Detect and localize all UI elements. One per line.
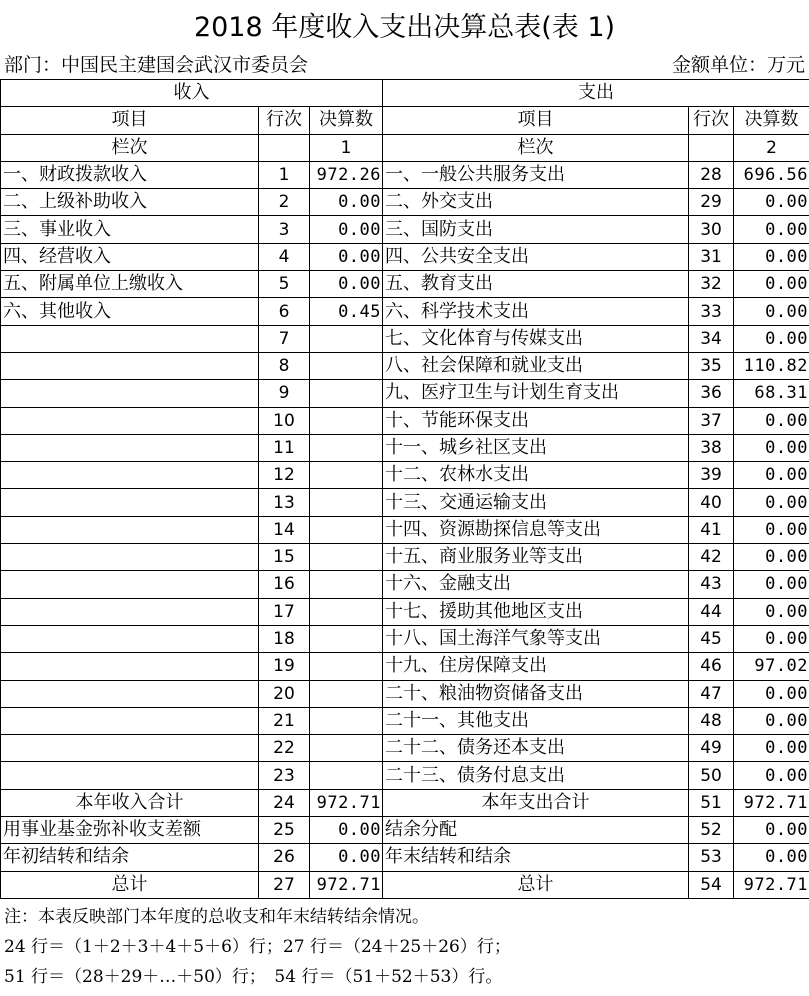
income-row-number: 8 bbox=[259, 352, 310, 379]
income-row-number: 12 bbox=[259, 462, 310, 489]
expense-row-number: 50 bbox=[689, 762, 734, 789]
expense-amount: 0.00 bbox=[734, 817, 809, 844]
income-row-number: 23 bbox=[259, 762, 310, 789]
expense-row-number: 37 bbox=[689, 407, 734, 434]
expense-amount: 0.00 bbox=[734, 598, 809, 625]
income-amount bbox=[310, 625, 383, 652]
table-row bbox=[1, 544, 809, 571]
page-title: 2018 年度收入支出决算总表(表 1) bbox=[193, 12, 616, 43]
expense-amount: 0.00 bbox=[734, 325, 809, 352]
expense-amount: 0.00 bbox=[734, 216, 809, 243]
income-item-name bbox=[1, 544, 259, 571]
expense-item-name: 十一、城乡社区支出 bbox=[383, 434, 689, 461]
expense-amount: 68.31 bbox=[734, 380, 809, 407]
expense-row-number: 48 bbox=[689, 707, 734, 734]
income-amount: 0.45 bbox=[310, 298, 383, 325]
income-item-name bbox=[1, 489, 259, 516]
table-row bbox=[1, 189, 809, 216]
expense-item-name: 八、社会保障和就业支出 bbox=[383, 352, 689, 379]
expense-amount: 0.00 bbox=[734, 434, 809, 461]
expense-row-number: 30 bbox=[689, 216, 734, 243]
income-header: 收入 bbox=[1, 80, 383, 107]
income-row-number: 1 bbox=[259, 161, 310, 188]
income-amount: 0.00 bbox=[310, 844, 383, 871]
carryover-row bbox=[1, 844, 809, 871]
empty-cell bbox=[689, 134, 734, 161]
expense-amount: 0.00 bbox=[734, 844, 809, 871]
income-row-number: 9 bbox=[259, 380, 310, 407]
table-row bbox=[1, 243, 809, 270]
notes bbox=[4, 902, 511, 992]
table-row bbox=[1, 298, 809, 325]
income-amount bbox=[310, 598, 383, 625]
income-item-name: 本年收入合计 bbox=[1, 789, 259, 816]
expense-item-header: 项目 bbox=[383, 107, 689, 134]
expense-amount: 0.00 bbox=[734, 489, 809, 516]
income-item-name: 用事业基金弥补收支差额 bbox=[1, 817, 259, 844]
expense-row-number: 43 bbox=[689, 571, 734, 598]
expense-item-name: 九、医疗卫生与计划生育支出 bbox=[383, 380, 689, 407]
table-subheader-row bbox=[1, 107, 809, 134]
expense-item-name: 二十一、其他支出 bbox=[383, 707, 689, 734]
income-item-name bbox=[1, 735, 259, 762]
table-row bbox=[1, 489, 809, 516]
expense-amount: 0.00 bbox=[734, 735, 809, 762]
expense-row-number: 44 bbox=[689, 598, 734, 625]
expense-row-number: 38 bbox=[689, 434, 734, 461]
table-row bbox=[1, 680, 809, 707]
income-row-number: 4 bbox=[259, 243, 310, 270]
expense-item-name: 十二、农林水支出 bbox=[383, 462, 689, 489]
expense-item-name: 七、文化体育与传媒支出 bbox=[383, 325, 689, 352]
expense-row-number: 32 bbox=[689, 271, 734, 298]
expense-amount: 972.71 bbox=[734, 789, 809, 816]
column-index-row bbox=[1, 134, 809, 161]
expense-item-name: 四、公共安全支出 bbox=[383, 243, 689, 270]
expense-amount: 0.00 bbox=[734, 680, 809, 707]
income-amount bbox=[310, 352, 383, 379]
income-row-number: 13 bbox=[259, 489, 310, 516]
expense-row-number: 54 bbox=[689, 871, 734, 898]
expense-row-number: 47 bbox=[689, 680, 734, 707]
income-item-name bbox=[1, 707, 259, 734]
income-amount bbox=[310, 434, 383, 461]
expense-item-name: 一、一般公共服务支出 bbox=[383, 161, 689, 188]
income-row-number: 19 bbox=[259, 653, 310, 680]
income-row-number: 6 bbox=[259, 298, 310, 325]
income-item-name bbox=[1, 325, 259, 352]
expense-row-number: 39 bbox=[689, 462, 734, 489]
expense-row-number: 53 bbox=[689, 844, 734, 871]
expense-item-name: 十六、金融支出 bbox=[383, 571, 689, 598]
income-amount bbox=[310, 735, 383, 762]
income-amount bbox=[310, 489, 383, 516]
table-row bbox=[1, 598, 809, 625]
income-item-name: 总计 bbox=[1, 871, 259, 898]
income-amount: 972.26 bbox=[310, 161, 383, 188]
income-row-number: 18 bbox=[259, 625, 310, 652]
expense-item-name: 三、国防支出 bbox=[383, 216, 689, 243]
expense-item-name: 十五、商业服务业等支出 bbox=[383, 544, 689, 571]
table-row bbox=[1, 516, 809, 543]
expense-item-name: 五、教育支出 bbox=[383, 271, 689, 298]
income-amount: 972.71 bbox=[310, 871, 383, 898]
expense-header: 支出 bbox=[383, 80, 809, 107]
expense-amount: 0.00 bbox=[734, 189, 809, 216]
expense-item-name: 十八、国土海洋气象等支出 bbox=[383, 625, 689, 652]
income-amount-header: 决算数 bbox=[310, 107, 383, 134]
table-row bbox=[1, 735, 809, 762]
table-row bbox=[1, 325, 809, 352]
expense-item-name: 二、外交支出 bbox=[383, 189, 689, 216]
income-item-name bbox=[1, 653, 259, 680]
expense-amount: 0.00 bbox=[734, 544, 809, 571]
income-amount: 0.00 bbox=[310, 271, 383, 298]
income-amount bbox=[310, 680, 383, 707]
income-row-number: 16 bbox=[259, 571, 310, 598]
income-item-name: 六、其他收入 bbox=[1, 298, 259, 325]
expense-amount: 97.02 bbox=[734, 653, 809, 680]
income-item-name bbox=[1, 380, 259, 407]
income-item-name: 年初结转和结余 bbox=[1, 844, 259, 871]
income-amount: 0.00 bbox=[310, 189, 383, 216]
income-item-name bbox=[1, 571, 259, 598]
expense-item-name: 十七、援助其他地区支出 bbox=[383, 598, 689, 625]
expense-item-name: 本年支出合计 bbox=[383, 789, 689, 816]
expense-amount: 0.00 bbox=[734, 298, 809, 325]
expense-item-name: 二十三、债务付息支出 bbox=[383, 762, 689, 789]
income-amount bbox=[310, 516, 383, 543]
income-amount: 0.00 bbox=[310, 216, 383, 243]
expense-row-number: 36 bbox=[689, 380, 734, 407]
expense-amount: 0.00 bbox=[734, 462, 809, 489]
expense-row-number: 46 bbox=[689, 653, 734, 680]
expense-row-number: 40 bbox=[689, 489, 734, 516]
income-amount: 0.00 bbox=[310, 243, 383, 270]
table-row bbox=[1, 161, 809, 188]
expense-row-number: 34 bbox=[689, 325, 734, 352]
expense-item-name: 十三、交通运输支出 bbox=[383, 489, 689, 516]
income-item-name bbox=[1, 352, 259, 379]
income-row-number: 17 bbox=[259, 598, 310, 625]
income-row-number: 3 bbox=[259, 216, 310, 243]
expense-amount: 0.00 bbox=[734, 271, 809, 298]
budget-table bbox=[0, 79, 809, 899]
expense-row-number: 45 bbox=[689, 625, 734, 652]
expense-item-name: 十四、资源勘探信息等支出 bbox=[383, 516, 689, 543]
expense-row-number: 33 bbox=[689, 298, 734, 325]
expense-item-name: 十九、住房保障支出 bbox=[383, 653, 689, 680]
table-header-row bbox=[1, 80, 809, 107]
income-column-index: 1 bbox=[310, 134, 383, 161]
income-row-number: 20 bbox=[259, 680, 310, 707]
grand-total-row bbox=[1, 871, 809, 898]
table-row bbox=[1, 571, 809, 598]
income-item-name bbox=[1, 434, 259, 461]
expense-item-name: 二十二、债务还本支出 bbox=[383, 735, 689, 762]
income-amount bbox=[310, 325, 383, 352]
income-row-number: 7 bbox=[259, 325, 310, 352]
income-row-number: 15 bbox=[259, 544, 310, 571]
income-amount bbox=[310, 653, 383, 680]
expense-item-name: 总计 bbox=[383, 871, 689, 898]
expense-row-number: 31 bbox=[689, 243, 734, 270]
table-row bbox=[1, 462, 809, 489]
expense-amount: 0.00 bbox=[734, 516, 809, 543]
income-amount: 0.00 bbox=[310, 817, 383, 844]
income-item-name bbox=[1, 625, 259, 652]
expense-amount: 0.00 bbox=[734, 407, 809, 434]
income-amount bbox=[310, 407, 383, 434]
expense-amount: 972.71 bbox=[734, 871, 809, 898]
income-item-name: 五、附属单位上缴收入 bbox=[1, 271, 259, 298]
table-row bbox=[1, 352, 809, 379]
expense-item-name: 十、节能环保支出 bbox=[383, 407, 689, 434]
expense-row-number: 29 bbox=[689, 189, 734, 216]
income-amount bbox=[310, 762, 383, 789]
income-amount bbox=[310, 707, 383, 734]
fund-row bbox=[1, 817, 809, 844]
income-item-name bbox=[1, 462, 259, 489]
expense-item-name: 结余分配 bbox=[383, 817, 689, 844]
expense-amount: 0.00 bbox=[734, 571, 809, 598]
expense-row-number: 35 bbox=[689, 352, 734, 379]
income-amount bbox=[310, 462, 383, 489]
income-row-number: 26 bbox=[259, 844, 310, 871]
empty-cell bbox=[259, 134, 310, 161]
income-item-name bbox=[1, 762, 259, 789]
income-item-name: 四、经营收入 bbox=[1, 243, 259, 270]
income-amount bbox=[310, 380, 383, 407]
note-line: 注：本表反映部门本年度的总收支和年末结转结余情况。 bbox=[4, 907, 429, 927]
expense-item-name: 二十、粮油物资储备支出 bbox=[383, 680, 689, 707]
table-row bbox=[1, 625, 809, 652]
expense-amount: 696.56 bbox=[734, 161, 809, 188]
income-row-number: 11 bbox=[259, 434, 310, 461]
income-item-name bbox=[1, 407, 259, 434]
income-row-number: 10 bbox=[259, 407, 310, 434]
income-item-header: 项目 bbox=[1, 107, 259, 134]
table-row bbox=[1, 271, 809, 298]
expense-item-name: 六、科学技术支出 bbox=[383, 298, 689, 325]
expense-row-number: 42 bbox=[689, 544, 734, 571]
expense-amount-header: 决算数 bbox=[734, 107, 809, 134]
income-row-number: 21 bbox=[259, 707, 310, 734]
expense-amount: 0.00 bbox=[734, 625, 809, 652]
department-label: 部门：中国民主建国会武汉市委员会 bbox=[4, 54, 309, 76]
expense-column-label: 栏次 bbox=[383, 134, 689, 161]
expense-amount: 110.82 bbox=[734, 352, 809, 379]
note-line: 24 行＝（1＋2＋3＋4＋5＋6）行；27 行＝（24＋25＋26）行； bbox=[4, 937, 511, 957]
table-row bbox=[1, 434, 809, 461]
expense-row-number: 52 bbox=[689, 817, 734, 844]
expense-amount: 0.00 bbox=[734, 243, 809, 270]
income-row-number: 25 bbox=[259, 817, 310, 844]
income-row-number: 27 bbox=[259, 871, 310, 898]
subtotal-row bbox=[1, 789, 809, 816]
income-column-label: 栏次 bbox=[1, 134, 259, 161]
unit-label: 金额单位：万元 bbox=[671, 54, 805, 76]
expense-amount: 0.00 bbox=[734, 762, 809, 789]
income-rowno-header: 行次 bbox=[259, 107, 310, 134]
income-row-number: 24 bbox=[259, 789, 310, 816]
table-row bbox=[1, 216, 809, 243]
expense-row-number: 49 bbox=[689, 735, 734, 762]
table-row bbox=[1, 407, 809, 434]
income-row-number: 22 bbox=[259, 735, 310, 762]
expense-row-number: 41 bbox=[689, 516, 734, 543]
income-row-number: 5 bbox=[259, 271, 310, 298]
income-amount bbox=[310, 571, 383, 598]
income-amount: 972.71 bbox=[310, 789, 383, 816]
expense-column-index: 2 bbox=[734, 134, 809, 161]
income-item-name: 一、财政拨款收入 bbox=[1, 161, 259, 188]
table-body bbox=[1, 80, 809, 899]
income-item-name: 二、上级补助收入 bbox=[1, 189, 259, 216]
income-row-number: 14 bbox=[259, 516, 310, 543]
income-item-name bbox=[1, 680, 259, 707]
income-item-name bbox=[1, 516, 259, 543]
expense-row-number: 51 bbox=[689, 789, 734, 816]
table-row bbox=[1, 380, 809, 407]
expense-row-number: 28 bbox=[689, 161, 734, 188]
expense-rowno-header: 行次 bbox=[689, 107, 734, 134]
table-row bbox=[1, 762, 809, 789]
expense-item-name: 年末结转和结余 bbox=[383, 844, 689, 871]
table-row bbox=[1, 653, 809, 680]
income-row-number: 2 bbox=[259, 189, 310, 216]
income-item-name bbox=[1, 598, 259, 625]
note-line: 51 行＝（28＋29＋…＋50）行； 54 行＝（51＋52＋53）行。 bbox=[4, 967, 503, 987]
expense-amount: 0.00 bbox=[734, 707, 809, 734]
table-row bbox=[1, 707, 809, 734]
income-amount bbox=[310, 544, 383, 571]
income-item-name: 三、事业收入 bbox=[1, 216, 259, 243]
